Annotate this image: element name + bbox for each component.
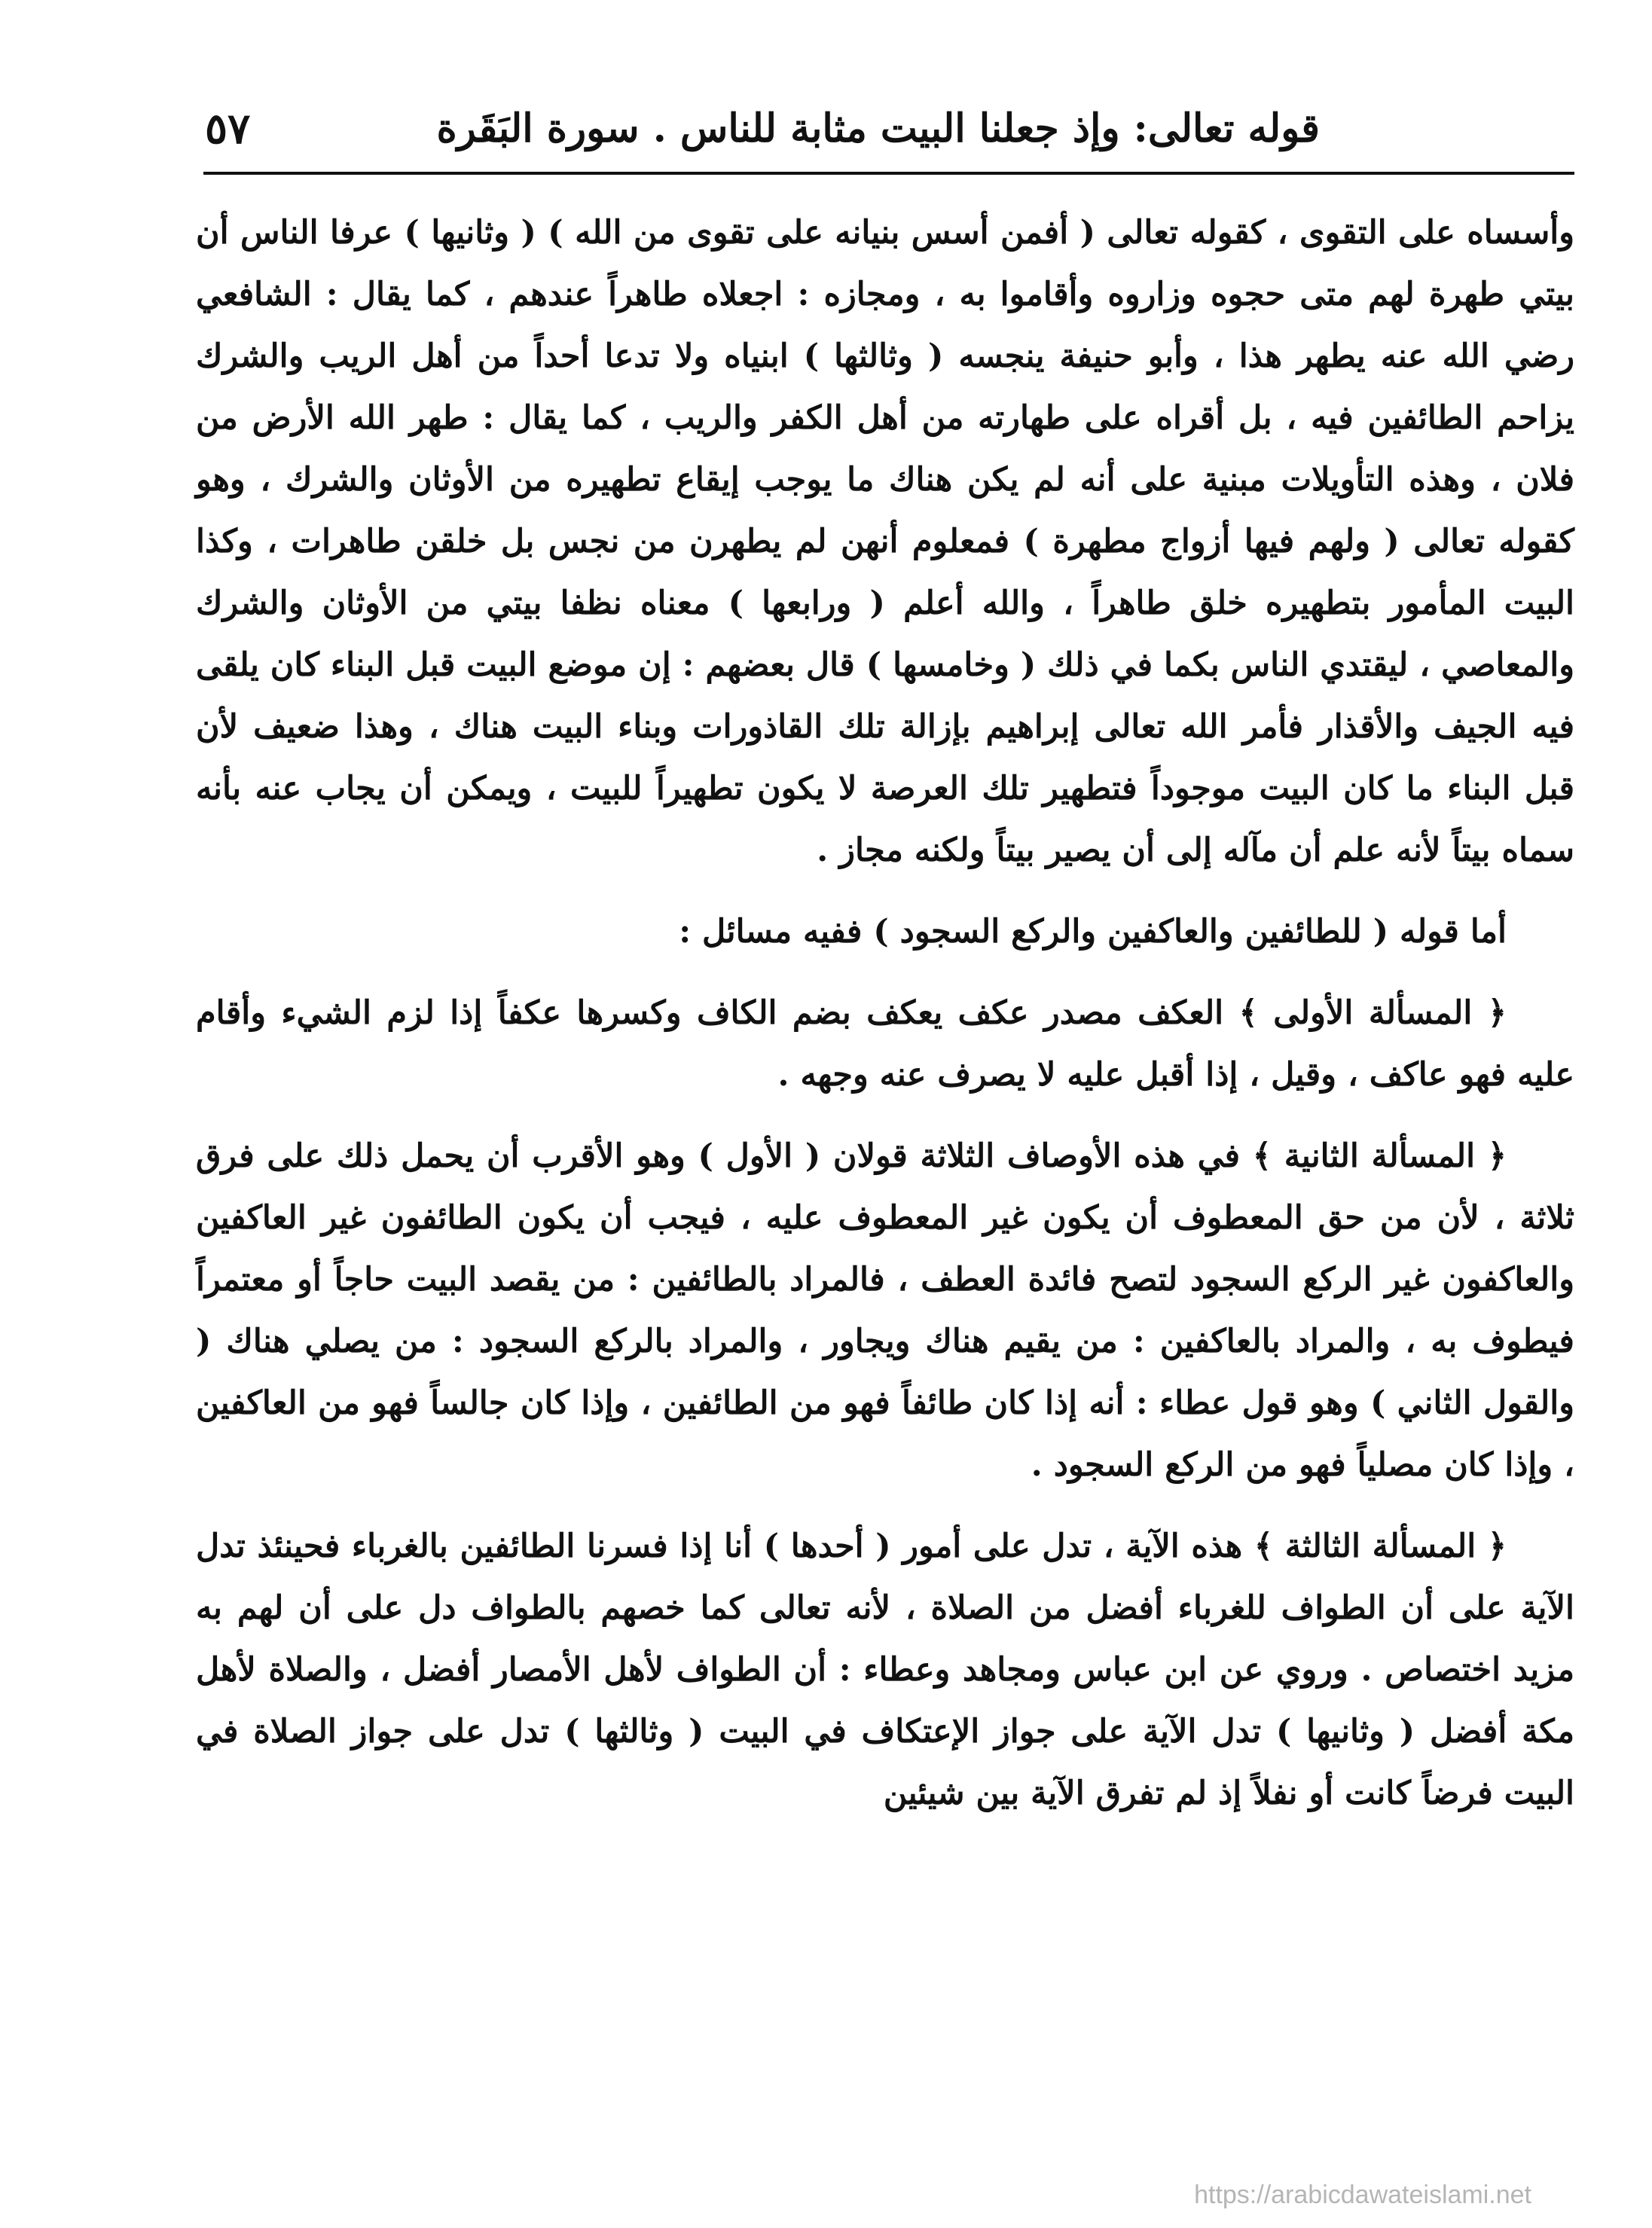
paragraph-commentary: وأسساه على التقوى ، كقوله تعالى ( أفمن أسس بنيانه على تقوى من الله ) ( وثانيها ) عرفا الناس أن بيتي طهرة لهم متى حجوه وزاروه وأقاموا به ، ومجازه : اجعلاه طاهراً عندهم ، كما يقال : الشافعي رضي الله عنه يطهر هذا ، وأبو حنيفة ينجسه ( وثالثها ) ابنياه ولا تدعا أحداً من أهل الريب والشرك يزاحم الطائفين فيه ، بل أقراه على طهارته من أهل الكفر والريب ، كما يقال : طهر الله الأرض من فلان ، وهذه التأويلات مبنية على أنه لم يكن هناك ما يوجب إيقاع تطهيره من الأوثان والشرك ، وهو كقوله تعالى ( ولهم فيها أزواج مطهرة ) فمعلوم أنهن لم يطهرن من نجس بل خلقن طاهرات ، وكذا البيت المأمور بتطهيره خلق طاهراً ، والله أعلم ( ورابعها ) معناه نظفا بيتي من الأوثان والشرك والمعاصي ، ليقتدي الناس بكما في ذلك ( وخامسها ) قال بعضهم : إن موضع البيت قبل البناء كان يلقى فيه الجيف والأقذار فأمر الله تعالى إبراهيم بإزالة تلك القاذورات وبناء البيت هناك ، وهذا ضعيف لأن قبل البناء ما كان البيت موجوداً فتطهير تلك العرصة لا يكون تطهيراً للبيت ، ويمكن أن يجاب عنه بأنه سماه بيتاً لأنه علم أن مآله إلى أن يصير بيتاً ولكنه مجاز . — [196, 214, 1574, 869]
page-body — [196, 202, 1574, 1824]
paragraph-first-question: ﴿ المسألة الأولى ﴾ العكف مصدر عكف يعكف بضم الكاف وكسرها عكفاً إذا لزم الشيء وأقام عليه فهو عاكف ، وقيل ، إذا أقبل عليه لا يصرف عنه وجهه . — [196, 994, 1574, 1094]
header-rule — [203, 172, 1574, 175]
paragraph-intro-questions: أما قوله ( للطائفين والعاكفين والركع السجود ) ففيه مسائل : — [679, 913, 1507, 951]
running-header-title: قوله تعالى: وإذ جعلنا البيت مثابة للناس . سورة البَقَرة — [436, 105, 1320, 151]
source-url-watermark: https://arabicdawateislami.net — [1194, 2181, 1531, 2209]
page-number: ٥٧ — [205, 104, 251, 154]
paragraph-third-question: ﴿ المسألة الثالثة ﴾ هذه الآية ، تدل على أمور ( أحدها ) أنا إذا فسرنا الطائفين بالغرباء فحينئذ تدل الآية على أن الطواف للغرباء أفضل من الصلاة ، لأنه تعالى كما خصهم بالطواف دل على أن لهم به مزيد اختصاص . وروي عن ابن عباس ومجاهد وعطاء : أن الطواف لأهل الأمصار أفضل ، والصلاة لأهل مكة أفضل ( وثانيها ) تدل الآية على جواز الإعتكاف في البيت ( وثالثها ) تدل على جواز الصلاة في البيت فرضاً كانت أو نفلاً إذ لم تفرق الآية بين شيئين — [196, 1528, 1574, 1812]
paragraph-second-question: ﴿ المسألة الثانية ﴾ في هذه الأوصاف الثلاثة قولان ( الأول ) وهو الأقرب أن يحمل ذلك على فرق ثلاثة ، لأن من حق المعطوف أن يكون غير المعطوف عليه ، فيجب أن يكون الطائفون غير العاكفين والعاكفون غير الركع السجود لتصح فائدة العطف ، فالمراد بالطائفين : من يقصد البيت حاجاً أو معتمراً فيطوف به ، والمراد بالعاكفين : من يقيم هناك ويجاور ، والمراد بالركع السجود : من يصلي هناك ( والقول الثاني ) وهو قول عطاء : أنه إذا كان طائفاً فهو من الطائفين ، وإذا كان جالساً فهو من العاكفين ، وإذا كان مصلياً فهو من الركع السجود . — [196, 1137, 1574, 1484]
page-header — [197, 96, 1568, 161]
